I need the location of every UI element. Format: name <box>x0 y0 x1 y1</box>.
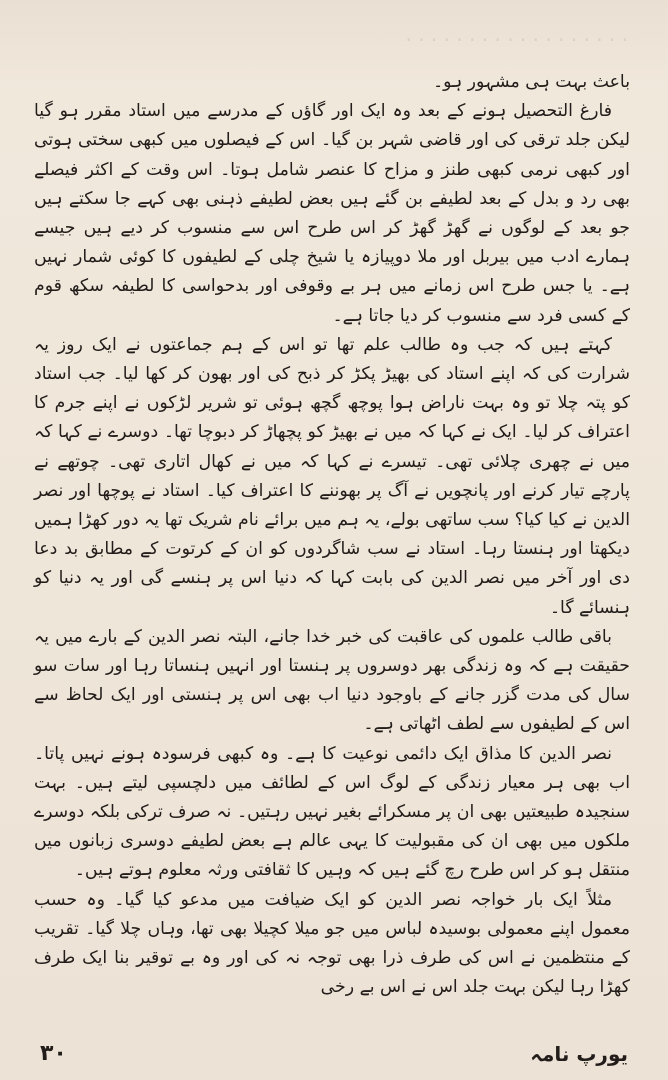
page-body <box>34 68 630 1003</box>
running-title: یورپ نامہ <box>530 1042 628 1066</box>
paragraph: مثلاً ایک بار خواجہ نصر الدین کو ایک ضیافت میں مدعو کیا گیا۔ وہ حسب معمول اپنے معمولی بوسیدہ لباس میں جو میلا کچیلا بھی تھا، وہاں چلا گیا۔ تقریب کے منتظمین نے اس کی طرف ذرا بھی توجہ نہ کی اور وہ بے توقیر بنا ایک طرف کھڑا رہا لیکن بہت جلد اس نے اس بے رخی <box>34 889 630 998</box>
paragraph: فارغ التحصیل ہونے کے بعد وہ ایک اور گاؤں کے مدرسے میں استاد مقرر ہو گیا لیکن جلد ترقی کی اور قاضی شہر بن گیا۔ اس کے فیصلوں میں کبھی سختی ہوتی اور کبھی نرمی کبھی طنز و مزاح کا عنصر شامل ہوتا۔ اس وقت کے اکثر فیصلے بھی رد و بدل کے بعد لطیفے بن گئے ہیں بعض لطیفے ذہنی بھی کہے جا سکتے ہیں جو بعد کے لوگوں نے گھڑ گھڑ کر اس طرح اس سے منسوب کر دیے ہیں جیسے ہمارے ادب میں بیربل اور ملا دوپیازہ یا شیخ چلی کے لطیفوں کا کوئی شمار نہیں ہے۔ یا جس طرح اس زمانے میں ہر بے وقوفی اور بدحواسی کا لطیفہ سکھ قوم کے کسی فرد سے منسوب کر دیا جاتا ہے۔ <box>34 101 630 326</box>
page-number: ۳۰ <box>40 1041 67 1066</box>
paragraph: باعث بہت ہی مشہور ہو۔ <box>432 72 630 92</box>
paragraph: کہتے ہیں کہ جب وہ طالب علم تھا تو اس کے ہم جماعتوں نے ایک روز یہ شرارت کی کہ اپنے استاد کی بھیڑ پکڑ کر ذبح کی اور بھون کر کھا لیا۔ جب استاد کو پتہ چلا تو وہ بہت ناراض ہوا پوچھ گچھ ہوئی تو شریر لڑکوں نے اپنے جرم کا اعتراف کر لیا۔ ایک نے کہا کہ میں نے بھیڑ کو پچھاڑ کر دبوچا تھا۔ دوسرے نے کہا کہ میں نے چھری چلائی تھی۔ تیسرے نے کہا کہ میں نے کھال اتاری تھی۔ چوتھے نے پارچے تیار کرنے اور پانچویں نے آگ پر بھوننے کا اعتراف کیا۔ استاد نے پوچھا اور نصر الدین نے کیا کیا؟ سب ساتھی بولے، یہ ہم میں برائے نام شریک تھا یہ دور کھڑا ہمیں دیکھتا اور ہنستا رہا۔ استاد نے سب شاگردوں کو ان کے کرتوت کے مطابق بد دعا دی اور آخر میں نصر الدین کی بابت کہا کہ دنیا اس پر ہنسے گی اور یہ دنیا کو ہنسائے گا۔ <box>34 334 630 618</box>
paragraph: باقی طالب علموں کی عاقبت کی خبر خدا جانے، البتہ نصر الدین کے بارے میں یہ حقیقت ہے کہ وہ زندگی بھر دوسروں پر ہنستا اور انہیں ہنساتا رہا اور سات سو سال کی مدت گزر جانے کے باوجود دنیا اب بھی اس پر ہنستی اور ایک لحاظ سے اس کے لطیفوں سے لطف اٹھاتی ہے۔ <box>34 626 630 735</box>
paragraph: نصر الدین کا مذاق ایک دائمی نوعیت کا ہے۔ وہ کبھی فرسودہ ہونے نہیں پاتا۔ اب بھی ہر معیار زندگی کے لوگ اس کے لطائف میں دلچسپی لیتے ہیں۔ بہت سنجیدہ طبیعتیں بھی ان پر مسکرائے بغیر نہیں رہتیں۔ نہ صرف ترکی بلکہ دوسرے ملکوں میں بھی ان کی مقبولیت کا یہی عالم ہے بعض لطیفے دوسری زبانوں میں منتقل ہو کر اس طرح رچ گئے ہیں کہ وہیں کا ثقافتی ورثہ معلوم ہوتے ہیں۔ <box>34 743 630 881</box>
page-footer <box>40 1032 628 1066</box>
bleed-through-text: · · · · · · · · · · · · · · · · · · <box>405 28 628 52</box>
